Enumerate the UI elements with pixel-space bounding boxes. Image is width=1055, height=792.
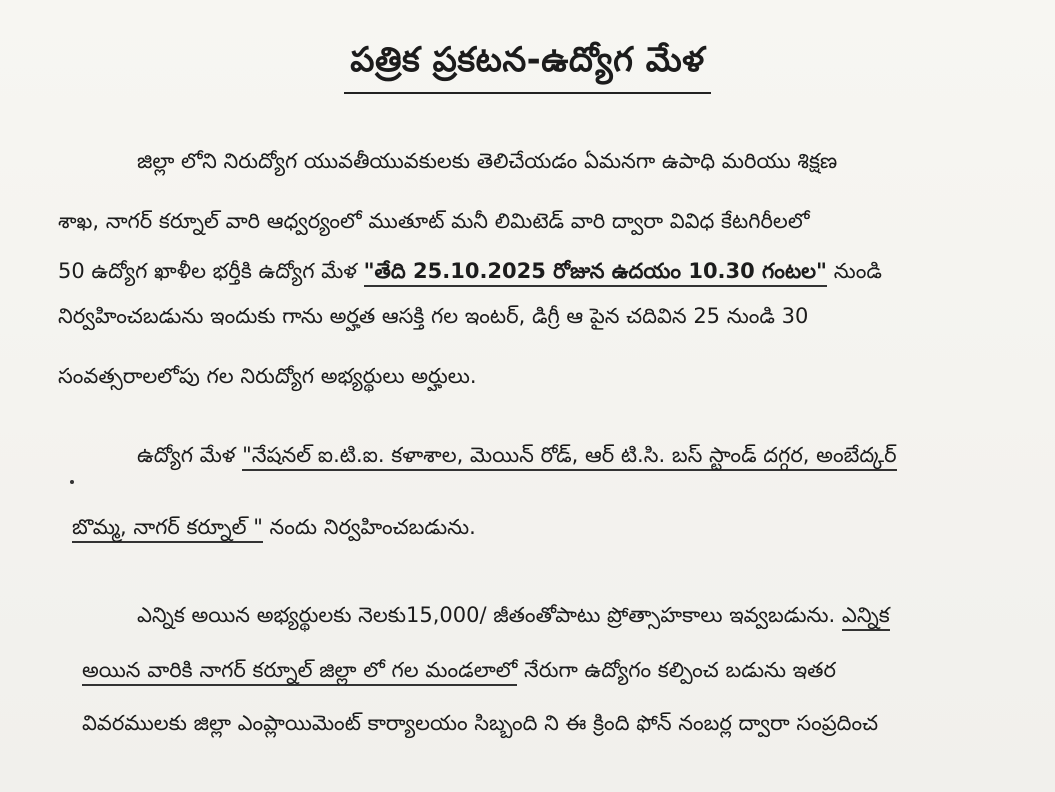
p1-line-3-end: నుండి [833,259,882,283]
p3-line-2-start: అయిన వారికి నాగర్ కర్నూల్ జిల్లా లో గల మండలాలో [82,658,517,686]
event-date-time: "తేది 25.10.2025 రోజున ఉదయం 10.30 గంటల" [364,259,827,287]
p1-line-2: శాఖ, నాగర్ కర్నూల్ వారి ఆధ్వర్యంలో ముతూట్ మనీ లిమిటెడ్ వారి ద్వారా వివిధ కేటగిరీలలో [58,209,810,233]
p3-line-3: వివరములకు జిల్లా ఎంప్లాయిమెంట్ కార్యాలయం సిబ్బంది ని ఈ క్రింది ఫోన్ నంబర్ల ద్వారా సంప్రదించ [82,711,879,735]
p1-line-1: జిల్లా లోని నిరుద్యోగ యువతీయువకులకు తెలిచేయడం ఏమనగా ఉపాధి మరియు శిక్షణ [137,149,838,173]
p3-line-2-end: నేరుగా ఉద్యోగం కల్పించ బడును ఇతర [524,658,836,682]
p2-line-1-start: ఉద్యోగ మేళ [137,443,236,467]
scan-speck [70,480,74,484]
p2-line-1 [137,440,897,470]
p1-line-3 [58,256,882,286]
p3-line-1-end: ఎన్నిక [842,603,890,631]
p1-line-4: నిర్వహించబడును ఇందుకు గాను అర్హత ఆసక్తి గల ఇంటర్, డిగ్రీ ఆ పైన చదివిన 25 నుండి 30 [58,304,809,328]
p3-line-1-start: ఎన్నిక అయిన అభ్యర్థులకు నెలకు15,000/ జీతంతోపాటు ప్రోత్సాహకాలు ఇవ్వబడును. [137,603,836,627]
document-title [0,40,1055,94]
venue-address-part-1: "నేషనల్ ఐ.టి.ఐ. కళాశాల, మెయిన్ రోడ్, ఆర్ టి.సి. బస్ స్టాండ్ దగ్గర, అంబేద్కర్ [242,443,897,471]
p1-line-3-start: 50 ఉద్యోగ ఖాళీల భర్తీకి ఉద్యోగ మేళ [58,259,357,283]
p2-line-2 [72,512,476,542]
document-title-text: పత్రిక ప్రకటన-ఉద్యోగ మేళ [344,40,710,94]
p3-line-1 [137,600,890,630]
p1-line-5: సంవత్సరాలలోపు గల నిరుద్యోగ అభ్యర్థులు అర్హులు. [58,364,477,388]
venue-address-part-2: బొమ్మ, నాగర్ కర్నూల్ " [72,515,263,543]
p2-line-2-end: నందు నిర్వహించబడును. [269,515,476,539]
p3-line-2 [82,655,836,685]
